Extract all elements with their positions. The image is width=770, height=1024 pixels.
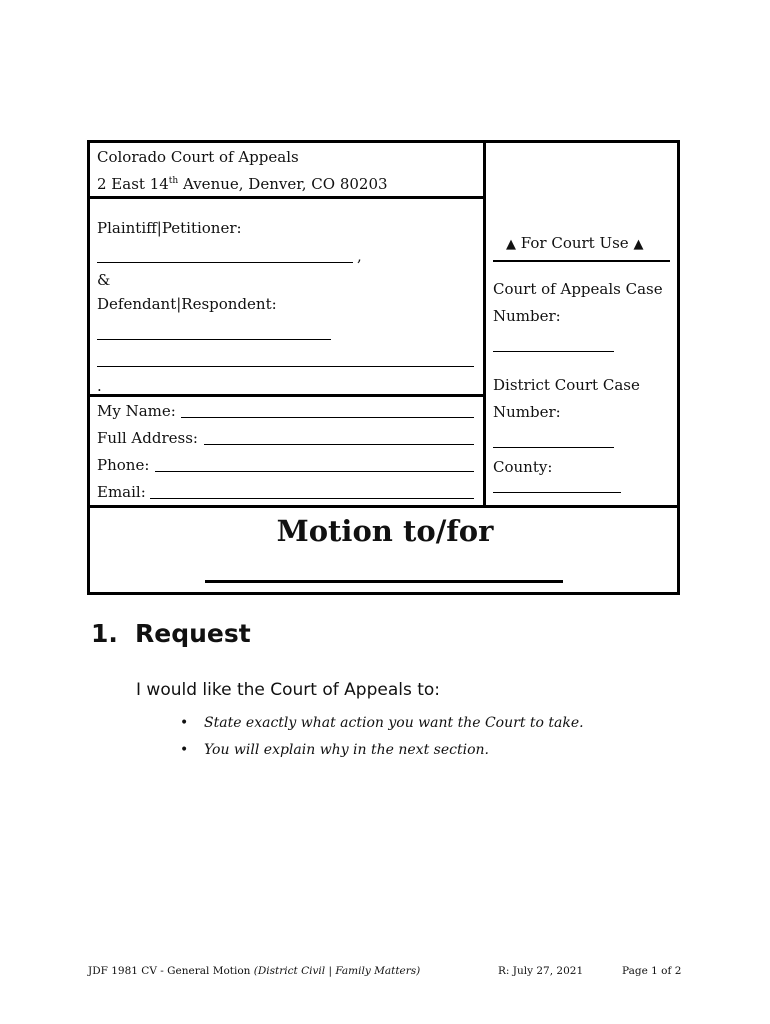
county-label: County: bbox=[493, 458, 553, 476]
my-name-field[interactable] bbox=[181, 417, 474, 418]
full-address-field[interactable] bbox=[204, 444, 474, 445]
list-item bbox=[180, 710, 584, 737]
district-case-number-field[interactable] bbox=[493, 447, 614, 448]
list-item bbox=[180, 737, 584, 764]
parties-block-bottom-border bbox=[87, 394, 485, 397]
footer-revision: R: July 27, 2021 bbox=[498, 965, 584, 977]
defendant-name-field-extra[interactable] bbox=[97, 366, 474, 367]
email-field[interactable] bbox=[150, 498, 474, 499]
district-case-number-label: District Court Case bbox=[493, 376, 640, 394]
up-arrow-icon: ▲ bbox=[506, 237, 516, 252]
court-use-label: For Court Use bbox=[520, 234, 629, 252]
my-name-label: My Name: bbox=[97, 402, 176, 420]
list-item-text: You will explain why in the next section. bbox=[204, 742, 489, 758]
footer-form-id bbox=[88, 965, 420, 977]
county-field[interactable] bbox=[493, 492, 621, 493]
court-name: Colorado Court of Appeals bbox=[97, 148, 299, 166]
court-block-bottom-border bbox=[87, 196, 485, 199]
motion-title-blank[interactable] bbox=[205, 580, 563, 583]
plaintiff-comma: , bbox=[357, 247, 362, 265]
defendant-label: Defendant|Respondent: bbox=[97, 295, 277, 313]
phone-label: Phone: bbox=[97, 456, 150, 474]
section-heading bbox=[91, 619, 251, 648]
court-address-street: 2 East 14 bbox=[97, 175, 169, 193]
form-scope: (District Civil | Family Matters) bbox=[253, 965, 421, 977]
phone-field[interactable] bbox=[155, 471, 474, 472]
court-address-city: Avenue, Denver, CO 80203 bbox=[178, 175, 388, 193]
caption-bottom-border bbox=[87, 505, 680, 508]
ampersand: & bbox=[97, 271, 111, 289]
email-label: Email: bbox=[97, 483, 146, 501]
section-number: 1. bbox=[91, 619, 118, 648]
bullet-icon: • bbox=[180, 742, 189, 758]
section-title: Request bbox=[135, 619, 251, 648]
district-case-number-label-2: Number: bbox=[493, 403, 561, 421]
list-item-text: State exactly what action you want the Court to take. bbox=[204, 715, 584, 731]
up-arrow-icon: ▲ bbox=[633, 237, 644, 252]
footer-page-number: Page 1 of 2 bbox=[622, 965, 682, 977]
motion-title: Motion to/for bbox=[276, 514, 494, 548]
parties-period: . bbox=[97, 377, 102, 395]
form-id: JDF 1981 CV - General Motion bbox=[88, 965, 251, 977]
request-intro: I would like the Court of Appeals to: bbox=[136, 680, 441, 700]
appeals-case-number-field[interactable] bbox=[493, 351, 614, 352]
full-address-label: Full Address: bbox=[97, 429, 198, 447]
defendant-name-field[interactable] bbox=[97, 339, 331, 340]
court-address-ordinal: th bbox=[168, 176, 179, 186]
bullet-icon: • bbox=[180, 715, 189, 731]
appeals-case-number-label: Court of Appeals Case bbox=[493, 280, 663, 298]
plaintiff-label: Plaintiff|Petitioner: bbox=[97, 219, 242, 237]
court-use-divider bbox=[493, 260, 670, 262]
court-address bbox=[97, 175, 388, 193]
appeals-case-number-label-2: Number: bbox=[493, 307, 561, 325]
court-use-header bbox=[506, 234, 643, 254]
plaintiff-name-field[interactable] bbox=[97, 262, 353, 263]
instruction-list bbox=[180, 710, 584, 764]
